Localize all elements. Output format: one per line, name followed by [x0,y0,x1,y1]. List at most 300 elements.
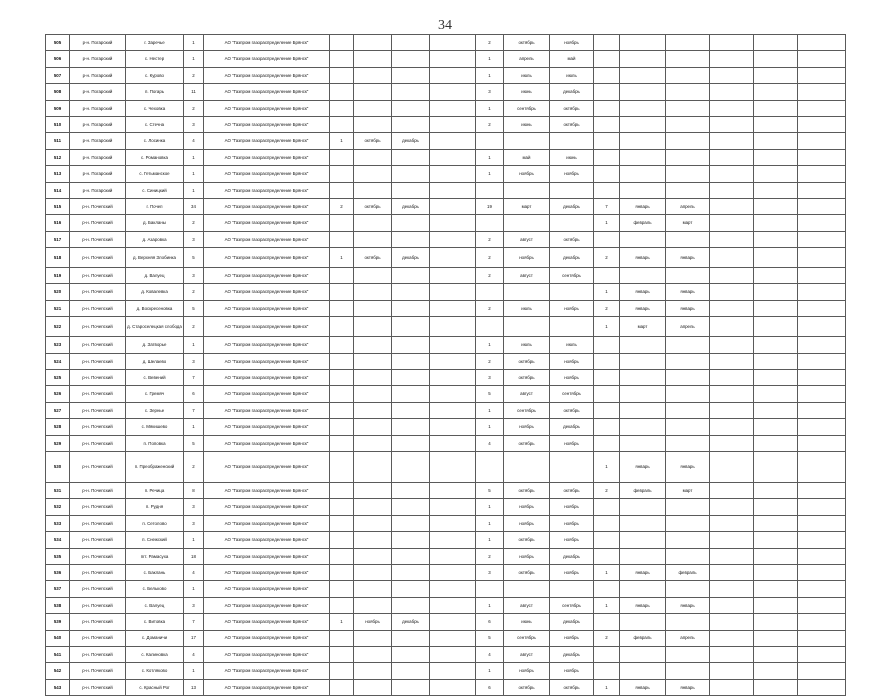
cell-a-qty [330,663,354,679]
cell-qty: 3 [184,116,204,132]
cell-c-qty [594,386,620,402]
cell-c-from [620,353,666,369]
cell-a-from [354,532,392,548]
cell-no: 516 [46,215,70,231]
cell-b-qty: 4 [476,646,504,662]
cell-locality: с. Стечна [126,116,184,132]
cell-c-qty [594,100,620,116]
cell-a-qty [330,630,354,646]
cell-empty [430,646,476,662]
cell-a-from [354,402,392,418]
cell-empty [430,597,476,613]
cell-district: р-н. Почепский [70,337,126,353]
cell-c-from: январь [620,451,666,482]
cell-b-qty: 1 [476,663,504,679]
table-row [46,515,846,531]
cell-district: р-н. Почепский [70,630,126,646]
cell-b-to: ноябрь [550,564,594,580]
cell-b-from: октябрь [504,370,550,386]
cell-b-from [504,317,550,337]
cell-empty [430,317,476,337]
cell-qty: 2 [184,100,204,116]
cell-c-qty: 1 [594,215,620,231]
cell-c-to: февраль [666,564,710,580]
cell-b-to: июль [550,67,594,83]
cell-c-qty [594,402,620,418]
cell-empty [430,268,476,284]
cell-empty [798,370,846,386]
cell-a-from: октябрь [354,248,392,268]
cell-no: 506 [46,51,70,67]
cell-b-from: октябрь [504,564,550,580]
cell-c-qty [594,35,620,51]
cell-b-from: август [504,597,550,613]
cell-empty [798,402,846,418]
cell-c-to [666,515,710,531]
cell-district: р-н. Погарский [70,182,126,198]
cell-b-to [550,182,594,198]
cell-b-to: ноябрь [550,353,594,369]
cell-empty [754,51,798,67]
cell-qty: 2 [184,317,204,337]
cell-a-qty [330,231,354,247]
cell-a-to [392,182,430,198]
cell-empty [754,386,798,402]
cell-org: АО "Газпром газораспределение Брянск" [204,663,330,679]
cell-b-from: октябрь [504,482,550,498]
table-row [46,386,846,402]
cell-empty [798,35,846,51]
cell-c-from [620,646,666,662]
cell-empty [754,482,798,498]
cell-empty [798,337,846,353]
cell-empty [798,532,846,548]
cell-a-qty [330,499,354,515]
cell-c-from: февраль [620,482,666,498]
cell-empty [798,353,846,369]
cell-district: р-н. Почепский [70,515,126,531]
cell-a-qty [330,402,354,418]
table-row [46,630,846,646]
cell-b-qty: 2 [476,548,504,564]
cell-no: 508 [46,84,70,100]
cell-empty [710,614,754,630]
cell-org: АО "Газпром газораспределение Брянск" [204,370,330,386]
cell-empty [754,581,798,597]
cell-org: АО "Газпром газораспределение Брянск" [204,300,330,316]
cell-b-to: октябрь [550,231,594,247]
cell-locality: пгт. Рамасуха [126,548,184,564]
cell-empty [710,646,754,662]
cell-b-from: октябрь [504,532,550,548]
cell-c-to [666,182,710,198]
table-row [46,300,846,316]
cell-district: р-н. Почепский [70,215,126,231]
cell-district: р-н. Погарский [70,149,126,165]
cell-empty [710,51,754,67]
cell-b-to [550,581,594,597]
cell-c-from [620,100,666,116]
cell-c-from [620,67,666,83]
cell-c-to [666,353,710,369]
cell-org: АО "Газпром газораспределение Брянск" [204,337,330,353]
cell-qty: 7 [184,614,204,630]
cell-locality: д. Воскресеновка [126,300,184,316]
cell-a-from [354,564,392,580]
cell-empty [430,451,476,482]
cell-a-to [392,597,430,613]
cell-c-from [620,435,666,451]
cell-b-from: август [504,646,550,662]
cell-b-qty: 19 [476,198,504,214]
cell-qty: 5 [184,248,204,268]
table-row [46,532,846,548]
cell-qty: 3 [184,353,204,369]
cell-locality: п. Снежский [126,532,184,548]
cell-empty [798,663,846,679]
cell-empty [430,248,476,268]
cell-empty [430,614,476,630]
cell-a-to [392,515,430,531]
cell-empty [430,198,476,214]
cell-a-from [354,515,392,531]
cell-empty [754,419,798,435]
table-row [46,663,846,679]
cell-qty: 2 [184,451,204,482]
cell-district: р-н. Почепский [70,532,126,548]
cell-a-qty [330,564,354,580]
cell-empty [798,300,846,316]
cell-c-from: март [620,317,666,337]
table-row [46,548,846,564]
cell-empty [754,679,798,695]
cell-empty [754,451,798,482]
cell-b-qty: 2 [476,248,504,268]
cell-c-from [620,231,666,247]
cell-b-qty: 1 [476,499,504,515]
cell-qty: 1 [184,51,204,67]
cell-empty [710,386,754,402]
cell-no: 535 [46,548,70,564]
cell-a-to [392,35,430,51]
cell-qty: 2 [184,284,204,300]
cell-org: АО "Газпром газораспределение Брянск" [204,532,330,548]
cell-b-to: октябрь [550,482,594,498]
cell-empty [710,630,754,646]
cell-qty: 11 [184,84,204,100]
cell-no: 533 [46,515,70,531]
cell-c-to [666,51,710,67]
cell-org: АО "Газпром газораспределение Брянск" [204,581,330,597]
cell-c-qty: 1 [594,564,620,580]
cell-c-qty [594,353,620,369]
table-row [46,215,846,231]
cell-a-qty [330,597,354,613]
cell-a-to [392,149,430,165]
table-row [46,646,846,662]
cell-org: АО "Газпром газораспределение Брянск" [204,248,330,268]
cell-empty [754,284,798,300]
cell-b-qty [476,215,504,231]
cell-empty [798,84,846,100]
cell-org: АО "Газпром газораспределение Брянск" [204,614,330,630]
cell-c-from [620,35,666,51]
cell-a-qty [330,35,354,51]
cell-b-to: декабрь [550,419,594,435]
cell-a-from [354,317,392,337]
cell-empty [710,581,754,597]
cell-locality: с. Гетьманское [126,166,184,182]
cell-empty [710,564,754,580]
cell-empty [430,100,476,116]
cell-a-qty [330,370,354,386]
cell-empty [710,284,754,300]
cell-b-from: сентябрь [504,630,550,646]
cell-a-to [392,499,430,515]
cell-qty: 3 [184,231,204,247]
cell-org: АО "Газпром газораспределение Брянск" [204,116,330,132]
cell-no: 514 [46,182,70,198]
cell-empty [798,133,846,149]
cell-empty [710,337,754,353]
cell-empty [798,268,846,284]
cell-empty [430,84,476,100]
cell-a-qty [330,386,354,402]
cell-c-to [666,133,710,149]
cell-empty [754,370,798,386]
cell-c-from [620,370,666,386]
cell-locality: д. Азаровка [126,231,184,247]
cell-a-qty: 1 [330,133,354,149]
cell-no: 527 [46,402,70,418]
cell-qty: 4 [184,646,204,662]
cell-b-to: октябрь [550,100,594,116]
cell-empty [430,215,476,231]
cell-c-qty [594,84,620,100]
cell-a-from [354,482,392,498]
cell-b-qty: 3 [476,84,504,100]
cell-c-qty [594,51,620,67]
cell-a-from: октябрь [354,133,392,149]
cell-locality: с. Нестер [126,51,184,67]
cell-org: АО "Газпром газораспределение Брянск" [204,435,330,451]
table-row [46,370,846,386]
cell-locality: с. Курово [126,67,184,83]
cell-b-from: август [504,231,550,247]
table-row [46,35,846,51]
cell-b-to: ноябрь [550,532,594,548]
cell-empty [754,317,798,337]
cell-empty [710,532,754,548]
cell-empty [798,564,846,580]
cell-no: 505 [46,35,70,51]
cell-c-qty [594,182,620,198]
cell-c-to: март [666,215,710,231]
cell-empty [710,215,754,231]
cell-locality: с. Баклань [126,564,184,580]
cell-a-from [354,419,392,435]
cell-locality: д. Верхняя Злобинка [126,248,184,268]
cell-c-from [620,116,666,132]
cell-c-from: январь [620,198,666,214]
cell-a-qty: 1 [330,248,354,268]
cell-a-to [392,84,430,100]
cell-empty [430,402,476,418]
cell-b-to: ноябрь [550,630,594,646]
cell-a-from [354,149,392,165]
cell-b-from: ноябрь [504,499,550,515]
cell-empty [754,116,798,132]
cell-district: р-н. Погарский [70,51,126,67]
cell-b-from: сентябрь [504,100,550,116]
cell-locality: с. Калиновка [126,646,184,662]
cell-locality: п. Сетолово [126,515,184,531]
cell-c-to [666,100,710,116]
cell-locality: с. Красный Рог [126,679,184,695]
cell-org: АО "Газпром газораспределение Брянск" [204,679,330,695]
cell-b-to: декабрь [550,614,594,630]
cell-empty [710,515,754,531]
cell-a-from [354,663,392,679]
cell-b-to: ноябрь [550,35,594,51]
cell-empty [710,35,754,51]
cell-a-qty [330,116,354,132]
cell-org: АО "Газпром газораспределение Брянск" [204,215,330,231]
cell-no: 531 [46,482,70,498]
cell-c-from [620,386,666,402]
cell-qty: 8 [184,482,204,498]
cell-district: р-н. Почепский [70,402,126,418]
cell-empty [710,435,754,451]
cell-a-to [392,679,430,695]
cell-empty [710,451,754,482]
cell-b-qty: 1 [476,402,504,418]
cell-empty [430,435,476,451]
cell-b-to: сентябрь [550,386,594,402]
cell-org: АО "Газпром газораспределение Брянск" [204,182,330,198]
cell-empty [710,248,754,268]
cell-empty [430,499,476,515]
cell-district: р-н. Почепский [70,435,126,451]
cell-a-to [392,231,430,247]
cell-empty [798,166,846,182]
cell-a-from [354,268,392,284]
cell-b-from: сентябрь [504,402,550,418]
cell-no: 537 [46,581,70,597]
table-row [46,581,846,597]
cell-c-qty [594,581,620,597]
cell-qty: 5 [184,435,204,451]
cell-c-qty [594,133,620,149]
cell-a-qty [330,166,354,182]
cell-b-to: декабрь [550,646,594,662]
table-row [46,116,846,132]
cell-c-from [620,499,666,515]
cell-qty: 1 [184,149,204,165]
cell-a-to [392,166,430,182]
cell-district: р-н. Почепский [70,248,126,268]
cell-c-to [666,116,710,132]
cell-c-to [666,419,710,435]
cell-empty [754,35,798,51]
cell-a-to [392,116,430,132]
cell-no: 524 [46,353,70,369]
cell-qty: 1 [184,581,204,597]
cell-a-qty [330,646,354,662]
cell-a-qty [330,451,354,482]
cell-b-to: декабрь [550,548,594,564]
cell-a-from [354,182,392,198]
cell-b-qty: 2 [476,300,504,316]
cell-b-to: ноябрь [550,515,594,531]
cell-a-to [392,564,430,580]
cell-c-to [666,84,710,100]
cell-a-from [354,548,392,564]
cell-b-from [504,284,550,300]
cell-locality: с. Мякишево [126,419,184,435]
cell-b-from: ноябрь [504,515,550,531]
cell-a-from [354,116,392,132]
cell-empty [430,35,476,51]
cell-a-to [392,284,430,300]
cell-locality: с. Витовка [126,614,184,630]
cell-locality: д. Староселецкая слобода [126,317,184,337]
cell-b-qty: 6 [476,614,504,630]
cell-qty: 18 [184,548,204,564]
cell-b-to: декабрь [550,198,594,214]
cell-qty: 3 [184,268,204,284]
cell-a-from [354,284,392,300]
cell-c-to [666,337,710,353]
table-row [46,198,846,214]
cell-empty [430,300,476,316]
cell-district: р-н. Почепский [70,581,126,597]
cell-empty [754,133,798,149]
cell-district: р-н. Погарский [70,84,126,100]
cell-empty [754,182,798,198]
cell-b-qty: 1 [476,100,504,116]
table-row [46,268,846,284]
cell-c-qty [594,370,620,386]
cell-b-to: июль [550,337,594,353]
cell-qty: 4 [184,133,204,149]
cell-locality: д. Валуец [126,268,184,284]
cell-c-to [666,581,710,597]
cell-a-qty [330,353,354,369]
cell-empty [754,215,798,231]
cell-no: 542 [46,663,70,679]
cell-b-qty: 1 [476,419,504,435]
cell-empty [754,564,798,580]
cell-org: АО "Газпром газораспределение Брянск" [204,482,330,498]
cell-empty [798,482,846,498]
cell-empty [754,402,798,418]
cell-locality: с. Чеховка [126,100,184,116]
cell-a-to [392,630,430,646]
cell-a-qty: 2 [330,198,354,214]
cell-a-to [392,646,430,662]
cell-b-from: август [504,386,550,402]
cell-district: р-н. Погарский [70,166,126,182]
cell-empty [754,353,798,369]
cell-a-qty [330,532,354,548]
cell-empty [430,532,476,548]
cell-b-qty: 1 [476,532,504,548]
cell-c-from: январь [620,679,666,695]
cell-qty: 4 [184,564,204,580]
cell-locality: п. Погарь [126,84,184,100]
cell-c-to [666,268,710,284]
